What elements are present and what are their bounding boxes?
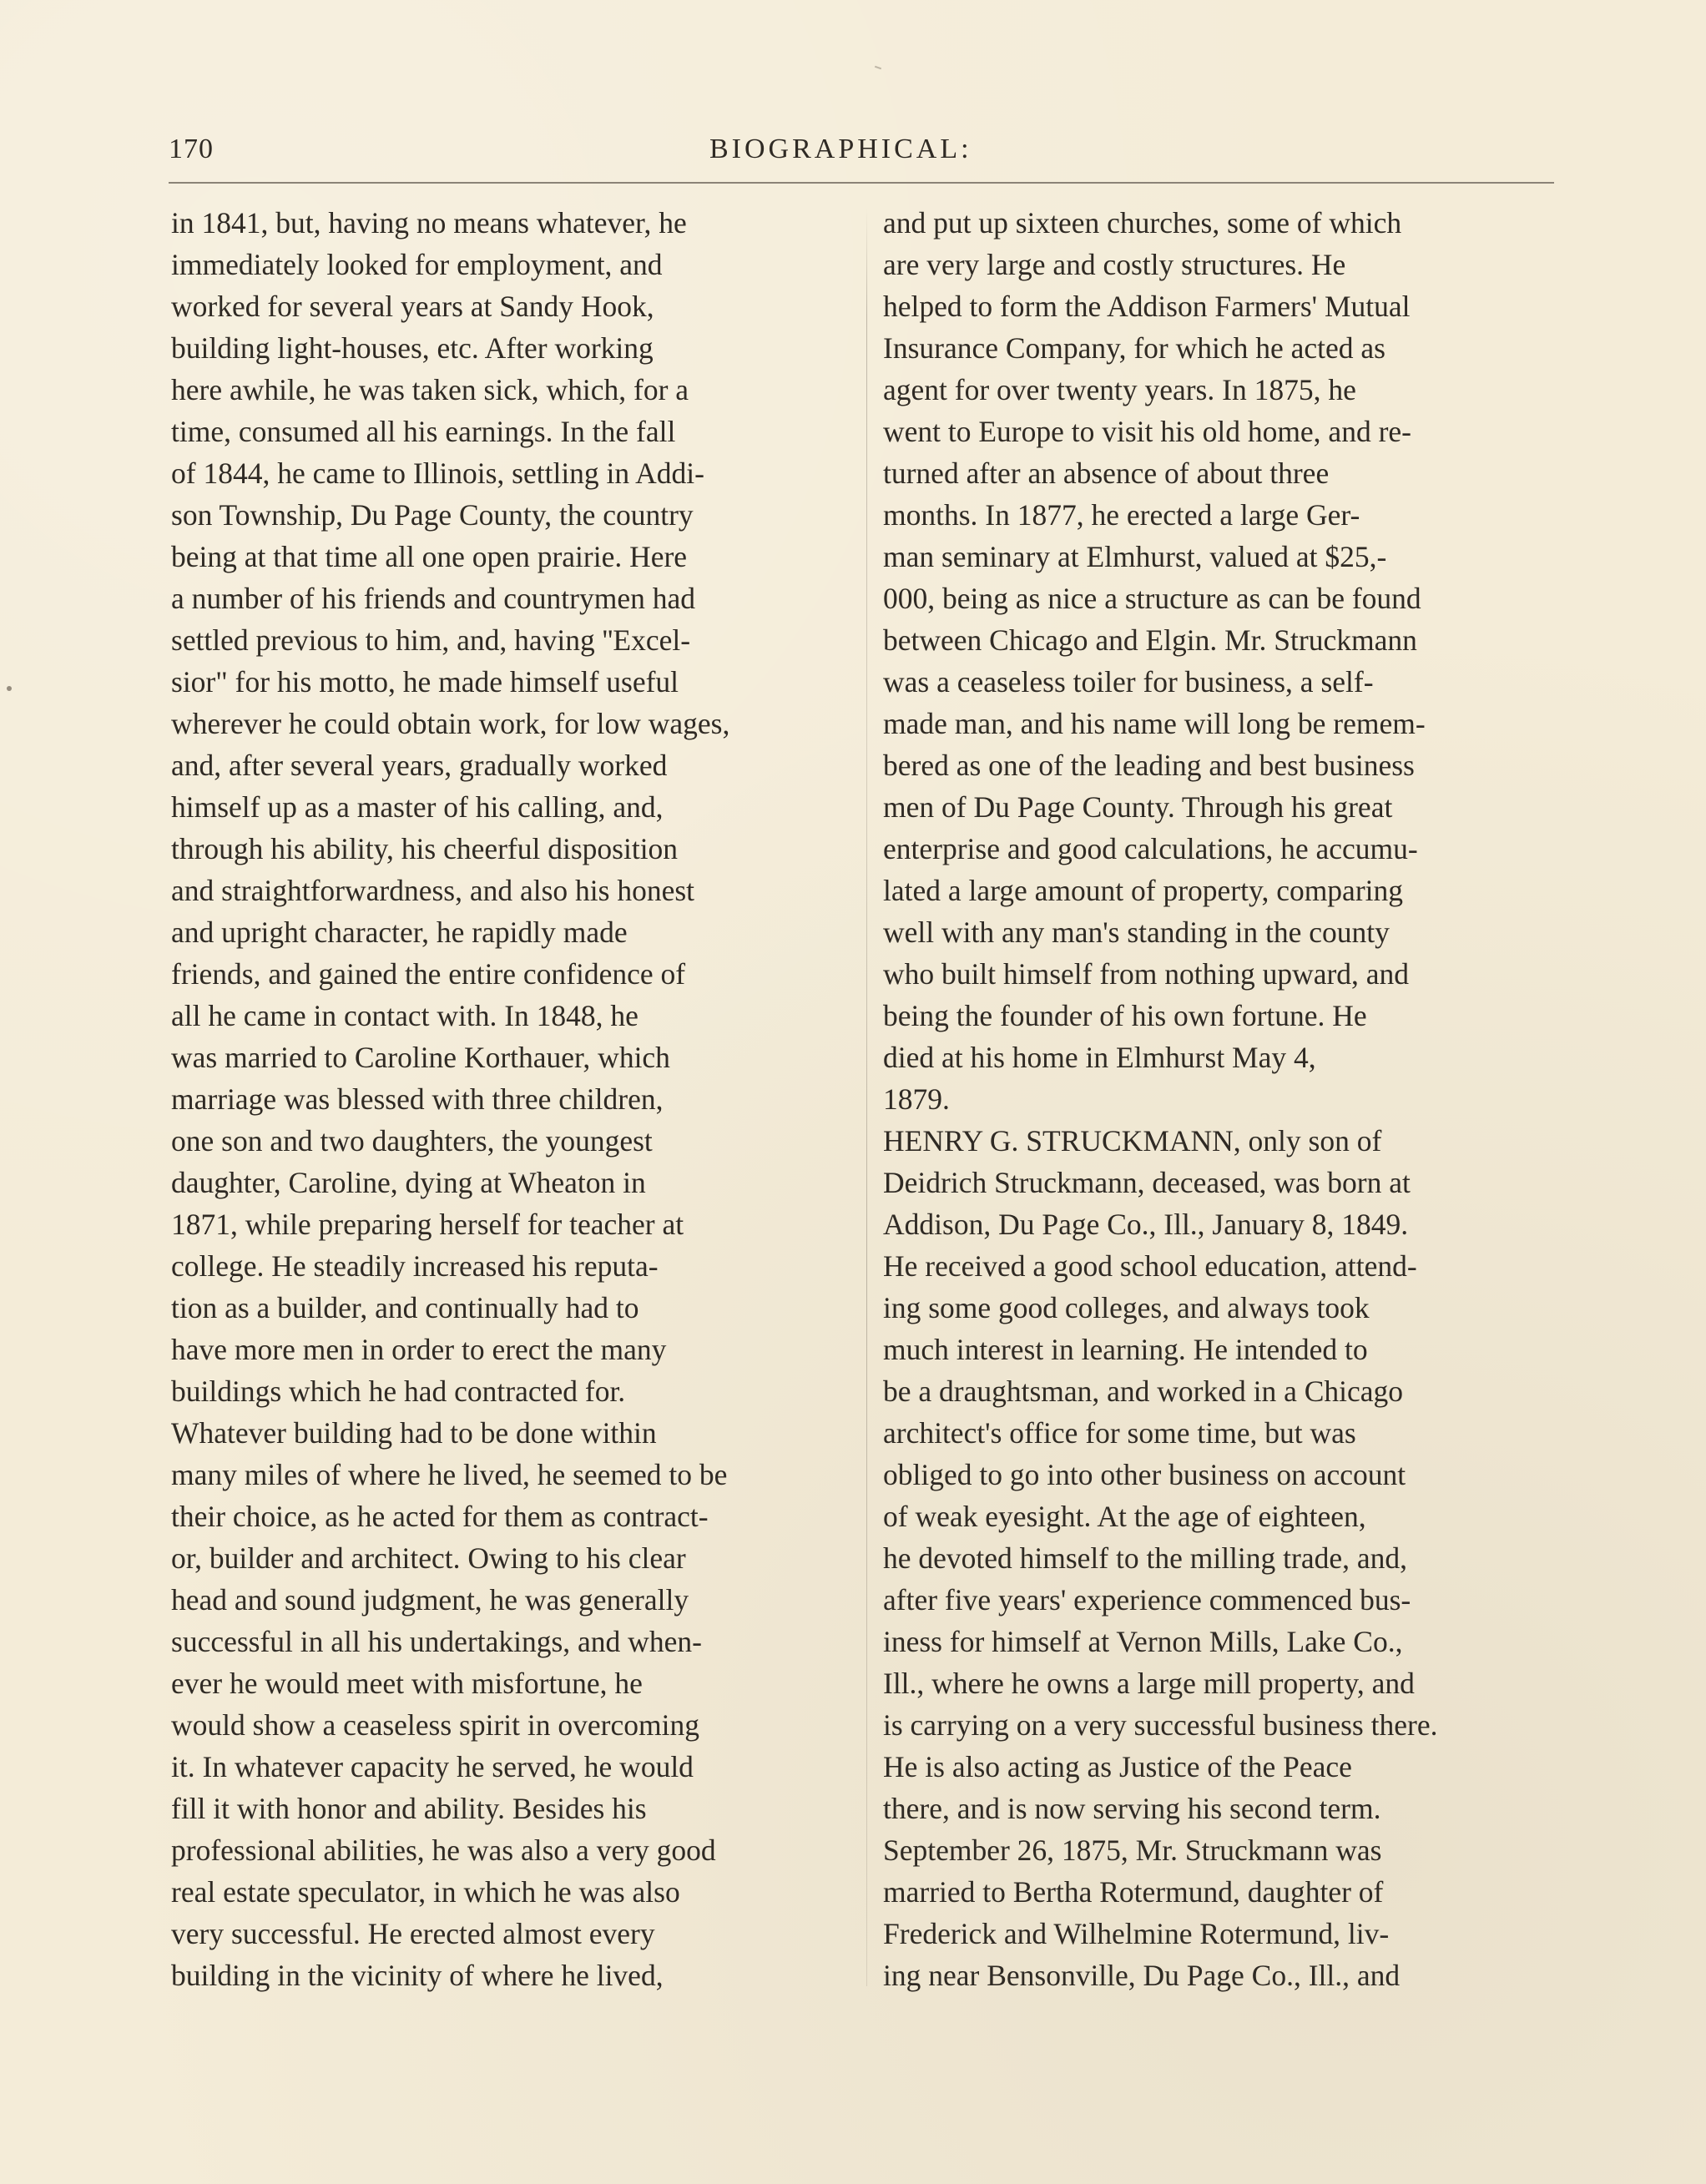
text-line: buildings which he had contracted for. <box>171 1374 626 1408</box>
text-line: married to Bertha Rotermund, daughter of <box>883 1875 1384 1909</box>
text-line: September 26, 1875, Mr. Struckmann was <box>883 1833 1382 1867</box>
text-line: here awhile, he was taken sick, which, for a <box>171 373 689 406</box>
text-line: in 1841, but, having no means whatever, he <box>171 206 687 240</box>
text-line: between Chicago and Elgin. Mr. Struckmann <box>883 623 1417 657</box>
text-line: real estate speculator, in which he was also <box>171 1875 680 1909</box>
text-line: marriage was blessed with three children, <box>171 1082 664 1116</box>
text-line: their choice, as he acted for them as contract- <box>171 1500 709 1533</box>
text-line: ever he would meet with misfortune, he <box>171 1667 643 1700</box>
text-line: worked for several years at Sandy Hook, <box>171 290 654 323</box>
text-line: and straightforwardness, and also his honest <box>171 874 695 907</box>
text-line: tion as a builder, and continually had to <box>171 1291 639 1324</box>
left-column <box>171 202 839 1996</box>
text-line: have more men in order to erect the many <box>171 1333 667 1366</box>
text-line: architect's office for some time, but was <box>883 1416 1356 1450</box>
text-line: would show a ceaseless spirit in overcoming <box>171 1708 699 1742</box>
text-line: building in the vicinity of where he lived, <box>171 1959 664 1992</box>
text-line: bered as one of the leading and best business <box>883 749 1415 782</box>
text-line: or, builder and architect. Owing to his clear <box>171 1541 686 1575</box>
text-line: professional abilities, he was also a very good <box>171 1833 716 1867</box>
page-number: 170 <box>169 134 214 164</box>
text-line: daughter, Caroline, dying at Wheaton in <box>171 1166 646 1199</box>
text-line: son Township, Du Page County, the country <box>171 498 694 532</box>
text-line: enterprise and good calculations, he accumu- <box>883 832 1418 865</box>
text-line: was a ceaseless toiler for business, a self- <box>883 665 1374 699</box>
text-line: very successful. He erected almost every <box>171 1917 655 1950</box>
text-line: 1871, while preparing herself for teacher at <box>171 1208 684 1241</box>
text-line: who built himself from nothing upward, and <box>883 957 1410 991</box>
text-line: helped to form the Addison Farmers' Mutual <box>883 290 1411 323</box>
text-line: many miles of where he lived, he seemed to be <box>171 1458 728 1491</box>
text-line: made man, and his name will long be remem- <box>883 707 1426 740</box>
text-line: of 1844, he came to Illinois, settling in Addi- <box>171 456 704 490</box>
text-line: went to Europe to visit his old home, and re- <box>883 415 1411 448</box>
text-line: wherever he could obtain work, for low wages, <box>171 707 730 740</box>
text-line: Frederick and Wilhelmine Rotermund, liv- <box>883 1917 1390 1950</box>
text-line: ing some good colleges, and always took <box>883 1291 1370 1324</box>
text-line: He is also acting as Justice of the Peace <box>883 1750 1352 1783</box>
column-divider <box>866 209 867 1986</box>
text-line: months. In 1877, he erected a large Ger- <box>883 498 1360 532</box>
text-line: turned after an absence of about three <box>883 456 1330 490</box>
paper-mark <box>875 66 881 70</box>
text-line: fill it with honor and ability. Besides his <box>171 1792 647 1825</box>
text-line: are very large and costly structures. He <box>883 248 1346 281</box>
text-line: ing near Bensonville, Du Page Co., Ill., and <box>883 1959 1401 1992</box>
text-line: sior" for his motto, he made himself useful <box>171 665 679 699</box>
text-line: is carrying on a very successful business there. <box>883 1708 1438 1742</box>
text-line: himself up as a master of his calling, and, <box>171 790 664 824</box>
text-line: college. He steadily increased his reputa- <box>171 1249 659 1283</box>
text-line: He received a good school education, attend- <box>883 1249 1417 1283</box>
text-line: lated a large amount of property, comparing <box>883 874 1404 907</box>
text-line: much interest in learning. He intended to <box>883 1333 1368 1366</box>
text-line: through his ability, his cheerful disposition <box>171 832 679 865</box>
text-line: died at his home in Elmhurst May 4, <box>883 1041 1316 1074</box>
text-line: was married to Caroline Korthauer, which <box>171 1041 670 1074</box>
text-line: successful in all his undertakings, and when- <box>171 1625 702 1658</box>
text-line: a number of his friends and countrymen had <box>171 582 695 615</box>
page-header: BIOGRAPHICAL: <box>709 134 972 164</box>
text-line: Addison, Du Page Co., Ill., January 8, 1849. <box>883 1208 1409 1241</box>
text-line: 1879. <box>883 1082 950 1116</box>
text-line: 000, being as nice a structure as can be found <box>883 582 1421 615</box>
text-line: all he came in contact with. In 1848, he <box>171 999 638 1032</box>
text-line: agent for over twenty years. In 1875, he <box>883 373 1356 406</box>
text-line: he devoted himself to the milling trade, and, <box>883 1541 1407 1575</box>
text-line: Whatever building had to be done within <box>171 1416 657 1450</box>
text-line: Insurance Company, for which he acted as <box>883 331 1385 365</box>
text-line: be a draughtsman, and worked in a Chicago <box>883 1374 1404 1408</box>
text-line: obliged to go into other business on account <box>883 1458 1406 1491</box>
right-column <box>883 202 1551 1996</box>
text-line: building light-houses, etc. After working <box>171 331 654 365</box>
text-line: and put up sixteen churches, some of which <box>883 206 1402 240</box>
text-line: friends, and gained the entire confidence of <box>171 957 686 991</box>
margin-dot <box>7 686 12 691</box>
text-line: head and sound judgment, he was generally <box>171 1583 689 1617</box>
text-line: iness for himself at Vernon Mills, Lake Co., <box>883 1625 1403 1658</box>
text-line: HENRY G. STRUCKMANN, only son of <box>883 1124 1382 1158</box>
text-line: and upright character, he rapidly made <box>171 915 628 949</box>
text-line: of weak eyesight. At the age of eighteen, <box>883 1500 1366 1533</box>
text-line: being at that time all one open prairie. Here <box>171 540 688 573</box>
header-rule <box>169 182 1554 184</box>
text-line: it. In whatever capacity he served, he would <box>171 1750 694 1783</box>
text-line: settled previous to him, and, having ''Excel- <box>171 623 691 657</box>
text-line: Deidrich Struckmann, deceased, was born at <box>883 1166 1411 1199</box>
text-line: being the founder of his own fortune. He <box>883 999 1367 1032</box>
text-line: Ill., where he owns a large mill property, and <box>883 1667 1415 1700</box>
text-line: time, consumed all his earnings. In the fall <box>171 415 676 448</box>
text-line: well with any man's standing in the county <box>883 915 1390 949</box>
text-line: immediately looked for employment, and <box>171 248 663 281</box>
text-line: man seminary at Elmhurst, valued at $25,- <box>883 540 1387 573</box>
text-line: one son and two daughters, the youngest <box>171 1124 653 1158</box>
text-line: and, after several years, gradually worked <box>171 749 668 782</box>
text-line: there, and is now serving his second term. <box>883 1792 1381 1825</box>
text-line: after five years' experience commenced bus- <box>883 1583 1411 1617</box>
text-line: men of Du Page County. Through his great <box>883 790 1393 824</box>
